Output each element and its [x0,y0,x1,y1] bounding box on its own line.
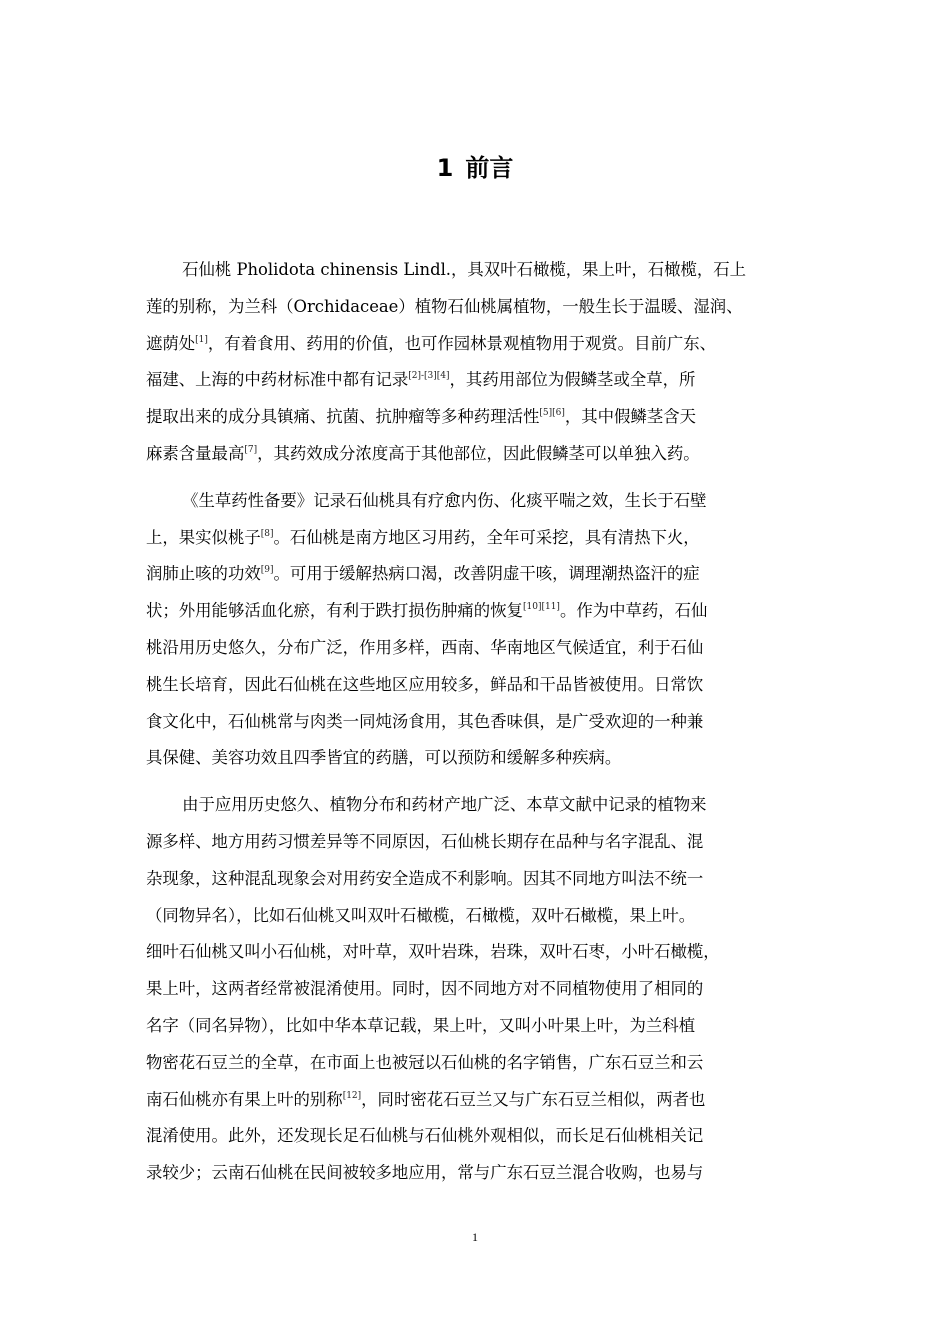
text-run: 莲的别称，为兰科（Orchidaceae）植物石仙桃属植物，一般生长于温暖、湿润、 [146,296,743,316]
text-run: 遮荫处 [146,333,196,353]
section-heading [0,150,950,186]
text-run: ，其药用部位为假鳞茎或全草，所 [449,370,696,390]
text-line [146,556,806,593]
section-title: 前言 [465,154,514,182]
text-run: 麻素含量最高 [146,443,245,463]
citation-marker: [8] [260,528,274,539]
text-run: 混淆使用。此外，还发现长足石仙桃与石仙桃外观相似，而长足石仙桃相关记 [146,1126,704,1146]
text-line [146,483,806,520]
text-line [146,1008,806,1045]
text-line [146,399,806,436]
text-line [146,289,806,326]
text-line [146,704,806,741]
text-line [146,934,806,971]
text-run: 由于应用历史悠久、植物分布和药材产地广泛、本草文献中记录的植物来 [182,795,707,815]
page-number: 1 [472,1230,478,1244]
section-number: 1 [436,154,454,182]
text-run: 桃生长培育，因此石仙桃在这些地区应用较多，鲜品和干品皆被使用。日常饮 [146,674,704,694]
citation-marker: [1] [195,334,208,345]
text-run: ，同时密花石豆兰又与广东石豆兰相似，两者也 [361,1089,706,1109]
text-line [146,326,806,363]
text-line [146,787,806,824]
text-run: 录较少；云南石仙桃在民间被较多地应用，常与广东石豆兰混合收购，也易与 [146,1163,704,1183]
text-run: 桃沿用历史悠久，分布广泛，作用多样，西南、华南地区气候适宜，利于石仙 [146,637,704,657]
text-line [146,1155,806,1192]
text-run: 名字（同名异物），比如中华本草记载，果上叶，又叫小叶果上叶，为兰科植 [146,1015,696,1035]
text-run: 润肺止咳的功效 [146,564,261,584]
text-run: 。作为中草药，石仙 [559,601,708,621]
text-run: 果上叶，这两者经常被混淆使用。同时，因不同地方对不同植物使用了相同的 [146,979,704,999]
text-line [146,971,806,1008]
text-line [146,436,806,473]
text-run: 食文化中，石仙桃常与肉类一同炖汤食用，其色香味俱，是广受欢迎的一种兼 [146,711,704,731]
citation-marker: [10][11] [522,602,560,613]
text-run: 福建、上海的中药材标准中都有记录 [146,370,409,390]
citation-marker: [12] [342,1090,362,1101]
text-line [146,898,806,935]
citation-marker: [2]-[3][4] [408,371,450,382]
text-run: 南石仙桃亦有果上叶的别称 [146,1089,343,1109]
text-line [146,362,806,399]
text-run: ，有着食用、药用的价值，也可作园林景观植物用于观赏。目前广东、 [207,333,717,353]
text-line [146,252,806,289]
text-run: （同物异名），比如石仙桃又叫双叶石橄榄，石橄榄，双叶石橄榄，果上叶。 [146,905,696,925]
body-text [146,252,806,1202]
text-line [146,1045,806,1082]
text-run: 《生草药性备要》记录石仙桃具有疗愈内伤、化痰平喘之效，生长于石壁 [182,490,707,510]
citation-marker: [5][6] [539,408,565,419]
text-line [146,1118,806,1155]
paragraph [146,483,806,777]
citation-marker: [9] [260,565,274,576]
citation-marker: [7] [244,444,258,455]
text-run: 细叶石仙桃又叫小石仙桃，对叶草，双叶岩珠，岩珠，双叶石枣，小叶石橄榄， [146,942,720,962]
text-line [146,593,806,630]
text-run: 物密花石豆兰的全草，在市面上也被冠以石仙桃的名字销售，广东石豆兰和云 [146,1052,704,1072]
text-line [146,667,806,704]
text-run: ，其药效成分浓度高于其他部位，因此假鳞茎可以单独入药。 [257,443,700,463]
text-run: 杂现象，这种混乱现象会对用药安全造成不利影响。因其不同地方叫法不统一 [146,868,704,888]
text-run: 提取出来的成分具镇痛、抗菌、抗肿瘤等多种药理活性 [146,407,540,427]
text-run: ，其中假鳞茎含天 [564,407,696,427]
text-line [146,861,806,898]
text-run: 。可用于缓解热病口渴，改善阴虚干咳，调理潮热盗汗的症 [273,564,700,584]
text-line [146,740,806,777]
text-run: 上，果实似桃子 [146,527,261,547]
text-line [146,520,806,557]
paragraph [146,787,806,1192]
text-run: 具保健、美容功效且四季皆宜的药膳，可以预防和缓解多种疾病。 [146,748,622,768]
text-line [146,1082,806,1119]
text-line [146,824,806,861]
paragraph [146,252,806,473]
text-run: 状；外用能够活血化瘀，有利于跌打损伤肿痛的恢复 [146,601,523,621]
text-line [146,630,806,667]
text-run: 石仙桃 Pholidota chinensis Lindl.，具双叶石橄榄，果上叶，石橄榄，石上 [182,260,747,279]
text-run: 源多样、地方用药习惯差异等不同原因，石仙桃长期存在品种与名字混乱、混 [146,831,704,851]
text-run: 。石仙桃是南方地区习用药，全年可采挖，具有清热下火， [273,527,700,547]
